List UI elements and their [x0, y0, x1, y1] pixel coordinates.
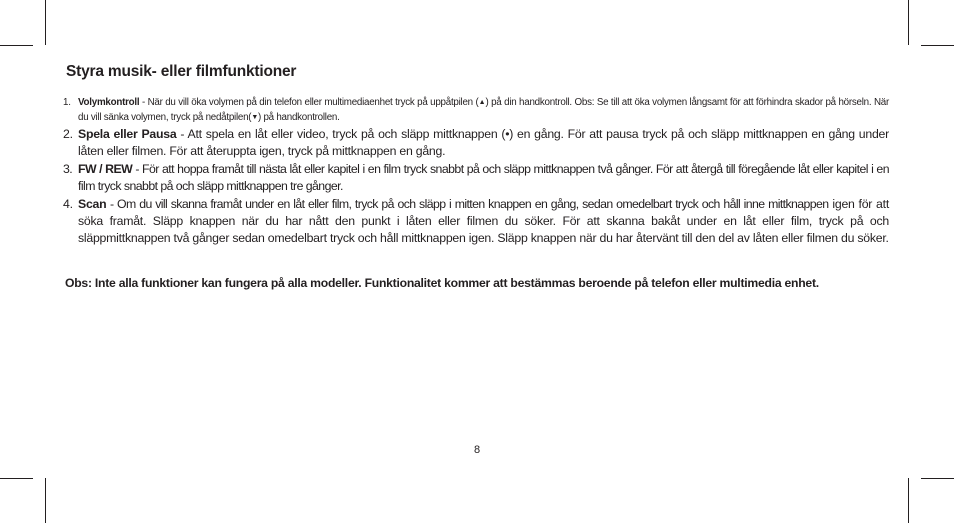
item-text: ) en gång. För att pausa tryck på och släpp mittknappen en gång under låten eller filmen. För att återuppta igen, tryck på mittknappen en gång. — [78, 127, 889, 158]
center-button-icon: • — [505, 127, 510, 141]
crop-mark-bottom-left-h — [0, 478, 33, 479]
item-label: Volymkontroll — [78, 97, 140, 108]
item-text: igen för att söka framåt. Släpp knappen när du har nått den punkt i låten eller filmen du söker. För att skanna bakåt under en låt eller film, tryck på och släppmittknappen två gånger sedan omedelbart tryck och håll mittknappen igen. Släpp knappen när du har återvänt till den del av låten eller filmen du söker. — [78, 197, 889, 245]
item-text: - För att hoppa framåt till nästa låt eller kapitel i en film tryck snabbt på och släpp mittknappen två gånger. För att återgå till föregående låt eller kapitel i en film tryck snabbt på och släpp mittknappen tre gånger. — [78, 162, 889, 193]
item-text: - När du vill öka volymen på din telefon eller multimediaenhet tryck på uppåtpilen ( — [139, 97, 479, 108]
list-item-play-pause — [63, 126, 889, 160]
crop-mark-top-right-h — [921, 45, 954, 46]
crop-mark-top-left — [45, 0, 46, 45]
item-label: FW / REW — [78, 162, 133, 176]
crop-mark-bottom-right-h — [921, 478, 954, 479]
item-text: ) på handkontrollen. — [258, 112, 340, 123]
crop-mark-top-left-h — [0, 45, 33, 46]
instruction-list — [63, 95, 889, 247]
arrow-up-icon: ▲ — [478, 99, 486, 106]
item-text: ) på din handkontroll. Obs: Se till att öka volymen långsamt för att förhindra skador på hörseln. När du vill sänka volymen, tryck på nedåtpilen( — [78, 97, 889, 123]
item-number: 4. — [63, 197, 73, 211]
crop-mark-bottom-left — [45, 478, 46, 523]
item-text: - Om du vill skanna framåt under en låt eller film, tryck på och släpp i mitten knappen en gång, sedan omedelbart tryck och håll inne mittknappen — [106, 197, 829, 211]
item-number: 2. — [63, 127, 73, 141]
item-label: Scan — [78, 197, 107, 211]
list-item-fw-rew — [63, 161, 889, 195]
page-title: Styra musik- eller filmfunktioner — [66, 63, 297, 80]
item-text: - Att spela en låt eller video, tryck på och släpp mittknappen ( — [176, 127, 506, 141]
crop-mark-top-right — [908, 0, 909, 45]
item-label: Spela eller Pausa — [78, 127, 177, 141]
item-number: 1. — [63, 97, 71, 108]
page-number: 8 — [473, 444, 481, 456]
item-number: 3. — [63, 162, 73, 176]
crop-mark-bottom-right — [908, 478, 909, 523]
arrow-down-icon: ▼ — [251, 114, 258, 121]
list-item-volume — [63, 95, 889, 125]
list-item-scan — [63, 196, 889, 247]
compatibility-note: Obs: Inte alla funktioner kan fungera på alla modeller. Funktionalitet kommer att bestämmas beroende på telefon eller multimedia enhet. — [65, 276, 819, 290]
